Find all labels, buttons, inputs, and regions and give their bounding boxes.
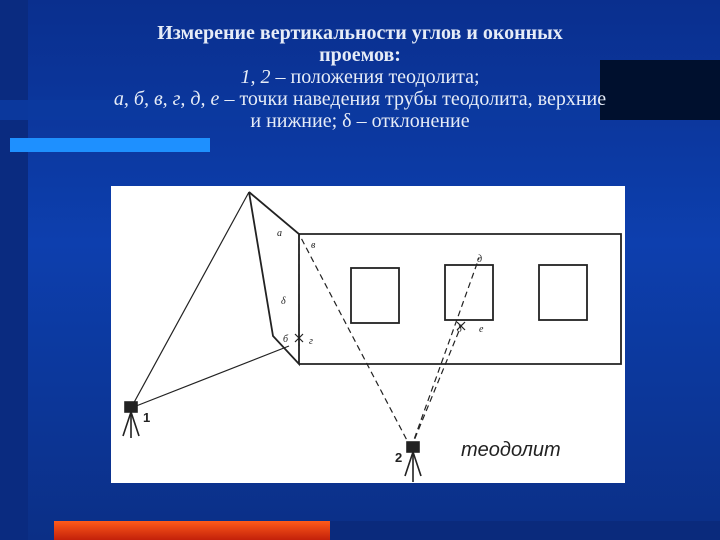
- label-point-e: е: [479, 324, 484, 335]
- sight-line-2-left: [299, 234, 411, 448]
- caption-positions: 1, 2: [240, 66, 271, 88]
- label-point-b: б: [283, 334, 289, 345]
- theodolite-1-icon: [123, 402, 139, 438]
- caption-line4: [20, 88, 700, 110]
- caption-points: а, б, в, г, д, е: [113, 88, 220, 110]
- theodolite-2-icon: [405, 442, 421, 482]
- sight-line-1-top: [131, 192, 249, 408]
- cross-marks: [295, 322, 465, 342]
- decor-red-bar: [54, 521, 330, 540]
- window-3: [539, 265, 587, 320]
- sight-line-1-bottom: [131, 346, 289, 408]
- label-delta-2: δ: [457, 324, 462, 335]
- sight-line-2-lower: [411, 326, 461, 448]
- label-theodolite-word: теодолит: [461, 439, 561, 461]
- caption-points-text: – точки наведения трубы теодолита, верхние: [219, 88, 607, 110]
- theodolite-diagram: [111, 186, 625, 483]
- label-position-1: 1: [143, 410, 151, 425]
- diagram-svg: [111, 186, 625, 483]
- caption-line3: [20, 66, 700, 88]
- building-side-wall: [249, 192, 299, 364]
- label-delta-1: δ: [281, 296, 286, 307]
- window-1: [351, 268, 399, 323]
- caption-title-line2: проемов:: [319, 44, 401, 66]
- caption-title-line1: Измерение вертикальности углов и оконных: [157, 22, 563, 44]
- label-point-a: а: [277, 228, 282, 239]
- decor-cyan-bar: [10, 138, 210, 152]
- building-facade: [299, 234, 621, 364]
- caption-line5: и нижние; δ – отклонение: [250, 110, 470, 132]
- label-position-2: 2: [395, 450, 403, 465]
- slide-caption: [20, 22, 700, 132]
- window-2: [445, 265, 493, 320]
- label-point-v: в: [311, 240, 316, 251]
- decor-bottom-bar: [330, 521, 720, 540]
- label-point-d: д: [477, 254, 483, 265]
- label-point-g: г: [309, 336, 313, 347]
- caption-positions-text: – положения теодолита;: [270, 66, 480, 88]
